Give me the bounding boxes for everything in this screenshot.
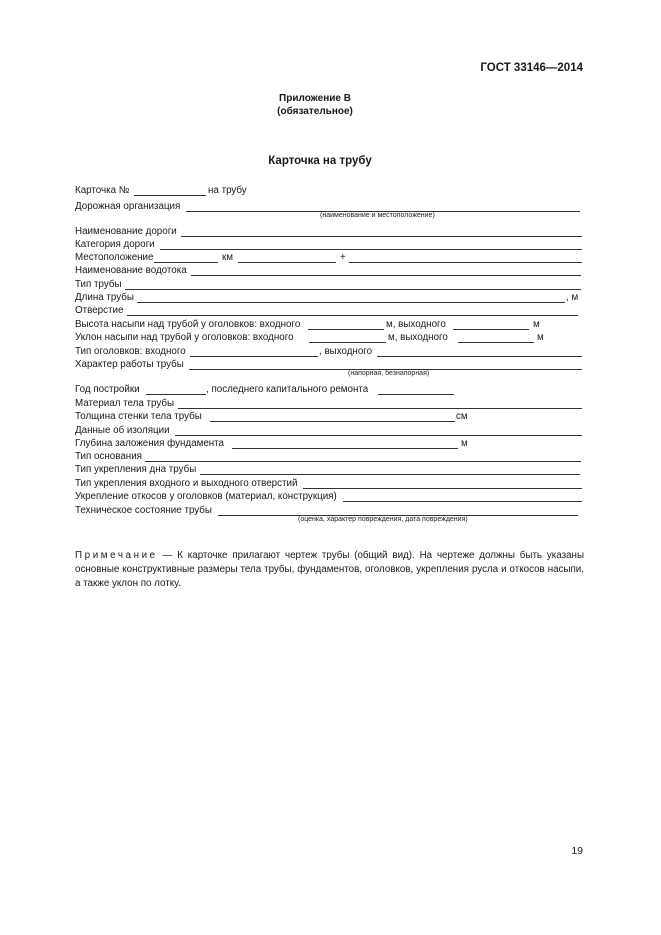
bottom-reinforcement-field[interactable] — [200, 474, 580, 475]
location-label: Местоположение — [75, 252, 154, 263]
location-km-unit: км — [222, 252, 234, 263]
body-material-label: Материал тела трубы — [75, 398, 175, 409]
embankment-slope-unit: м — [537, 332, 544, 343]
foundation-type-field[interactable] — [145, 461, 581, 462]
foundation-depth-unit: м — [461, 438, 468, 449]
page-number: 19 — [571, 845, 583, 857]
headwall-type-label: Тип оголовков: входного — [75, 346, 186, 357]
document-designation: ГОСТ 33146—2014 — [480, 62, 583, 74]
embankment-slope-mid: м, выходного — [388, 332, 448, 343]
location-km-field[interactable] — [154, 262, 218, 263]
pipe-length-label: Длина трубы — [75, 292, 134, 303]
embankment-slope-inlet-field[interactable] — [309, 342, 386, 343]
insulation-field[interactable] — [175, 435, 582, 436]
card-number-suffix: на трубу — [208, 185, 247, 196]
insulation-label: Данные об изоляции — [75, 425, 170, 436]
road-name-label: Наименование дороги — [75, 226, 177, 237]
embankment-height-outlet-field[interactable] — [453, 329, 529, 330]
openings-reinforcement-label: Тип укрепления входного и выходного отверстий — [75, 478, 298, 489]
construction-year-field[interactable] — [146, 394, 206, 395]
foundation-depth-field[interactable] — [232, 448, 458, 449]
note-text: К карточке прилагают чертеж трубы (общий вид). На чертеже должны быть указаны основные конструктивные размеры тела трубы, фундаментов, оголовков, укрепления русла и откосов насыпи, а также уклон по лотку. — [75, 550, 584, 589]
operation-mode-caption: (напорная, безнапорная) — [348, 370, 430, 377]
last-repair-year-field[interactable] — [378, 394, 454, 395]
foundation-type-label: Тип основания — [75, 451, 142, 462]
card-number-field[interactable] — [134, 195, 206, 196]
foundation-depth-label: Глубина заложения фундамента — [75, 438, 225, 449]
road-category-field[interactable] — [160, 249, 582, 250]
opening-field[interactable] — [127, 315, 578, 316]
road-organization-label: Дорожная организация — [75, 201, 181, 212]
appendix-status: (обязательное) — [277, 106, 353, 117]
headwall-inlet-field[interactable] — [190, 356, 318, 357]
headwall-outlet-field[interactable] — [377, 356, 582, 357]
watercourse-field[interactable] — [191, 275, 581, 276]
location-plus-field[interactable] — [349, 262, 582, 263]
road-organization-caption: (наименование и местоположение) — [320, 212, 435, 219]
embankment-height-unit: м — [533, 319, 540, 330]
wall-thickness-label: Толщина стенки тела трубы — [75, 411, 202, 422]
embankment-height-mid: м, выходного — [386, 319, 446, 330]
pipe-length-field[interactable] — [137, 302, 565, 303]
card-title: Карточка на трубу — [268, 155, 372, 167]
slope-reinforcement-label: Укрепление откосов у оголовков (материал, конструкция) — [75, 491, 337, 502]
headwall-type-mid: , выходного — [319, 346, 373, 357]
note-dash: — — [157, 550, 178, 561]
embankment-height-label: Высота насыпи над трубой у оголовков: входного — [75, 319, 301, 330]
note-paragraph — [75, 549, 584, 591]
wall-thickness-field[interactable] — [210, 421, 455, 422]
tech-condition-label: Техническое состояние трубы — [75, 505, 212, 516]
road-category-label: Категория дороги — [75, 239, 155, 250]
wall-thickness-unit: см — [456, 411, 468, 422]
pipe-type-field[interactable] — [125, 289, 581, 290]
road-name-field[interactable] — [181, 236, 582, 237]
bottom-reinforcement-label: Тип укрепления дна трубы — [75, 464, 197, 475]
slope-reinforcement-field[interactable] — [343, 501, 582, 502]
opening-label: Отверстие — [75, 305, 124, 316]
embankment-slope-label: Уклон насыпи над трубой у оголовков: входного — [75, 332, 294, 343]
construction-year-label: Год постройки — [75, 384, 140, 395]
openings-reinforcement-field[interactable] — [303, 488, 582, 489]
note-label: Примечание — [75, 550, 158, 561]
card-number-label: Карточка № — [75, 185, 130, 196]
appendix-title: Приложение В — [279, 93, 351, 104]
operation-mode-label: Характер работы трубы — [75, 359, 184, 370]
embankment-slope-outlet-field[interactable] — [458, 342, 534, 343]
body-material-field[interactable] — [178, 408, 582, 409]
tech-condition-caption: (оценка, характер повреждения, дата повреждения) — [298, 516, 468, 523]
location-meter-field[interactable] — [238, 262, 336, 263]
embankment-height-inlet-field[interactable] — [308, 329, 384, 330]
watercourse-label: Наименование водотока — [75, 265, 187, 276]
location-plus: + — [340, 252, 346, 263]
pipe-length-unit: , м — [566, 292, 579, 303]
construction-year-mid: , последнего капитального ремонта — [206, 384, 369, 395]
pipe-type-label: Тип трубы — [75, 279, 122, 290]
